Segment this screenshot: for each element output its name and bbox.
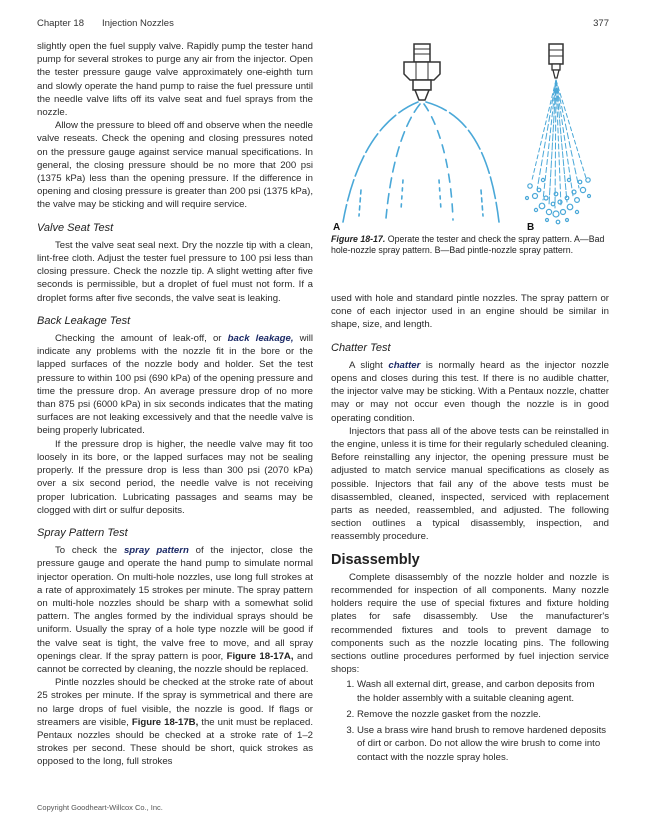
list-item: 3. Use a brass wire hand brush to remove hardened deposits of dirt or carbon. Do not allow the wire brush to come into contact with the nozzle spray holes. <box>357 724 609 764</box>
paragraph-disassembly: Complete disassembly of the nozzle holder and nozzle is recommended for inspection of all components. Many nozzle holders require the use of special fixtures and fixture holding plates for safe disassembly. Use the manufacturer's recommended fixtures and tools to prevent damage to components such as the nozzle locating pins. The following sections outline procedures performed by fuel injection service shops: <box>331 571 609 676</box>
paragraph-intro: slightly open the fuel supply valve. Rapidly pump the tester hand pump for several strokes to purge any air from the injector. Open the tester pressure gauge valve approximately one-eighth turn and slowly operate the hand pump to raise the fuel pressure until the needle valve lifts off its valve seat and fuel sprays from the nozzle. <box>37 41 313 119</box>
list-item: 1. Wash all external dirt, grease, and carbon deposits from the holder assembly with a suitable cleaning agent. <box>357 678 609 704</box>
paragraph-spray-1 <box>37 544 313 676</box>
figure-ref-17a: Figure 18-17A, <box>226 650 294 662</box>
heading-chatter-test: Chatter Test <box>331 341 391 354</box>
heading-back-leakage-test: Back Leakage Test <box>37 314 131 327</box>
keyword-back-leakage: back leakage, <box>227 333 294 345</box>
left-column <box>37 40 313 769</box>
text-run: the unit must be replaced. Pentaux nozzles should be checked at a stroke rate of 1–2 strokes per second. These should be short, quick strokes as opposed to the long, full strokes <box>37 716 313 768</box>
caption-text: Operate the tester and check the spray pattern. A—Bad hole-nozzle spray pattern. B—Bad pintle-nozzle spray pattern. <box>331 234 605 256</box>
figure-number: Figure 18-17. <box>331 234 386 244</box>
text-run: Checking the amount of leak-off, or <box>55 333 228 345</box>
paragraph-valve-seat: Test the valve seat seal next. Dry the nozzle tip with a clean, lint-free cloth. Adjust the tester fuel pressure to 100 psi less than closing pressure. Check the nozzle tip. A slight wetting after five seconds is permissible, but a droplet of fuel must not form. If a droplet forms after five seconds, the valve seat is leaking. <box>37 239 313 304</box>
text-run: and cannot be corrected by cleaning, the nozzle should be replaced. <box>37 650 313 675</box>
list-item: 2. Remove the nozzle gasket from the nozzle. <box>357 708 609 721</box>
spray-droplets <box>526 178 591 224</box>
paragraph-back-leakage-2: If the pressure drop is higher, the needle valve may fit too loosely in its bore, or the lapped surfaces may not be sealing properly. If the pressure drop is less than 300 psi (2070 kPa) over a six second period, the needle valve is not receiving proper lubrication. Lubricating passages and seams may be clogged with dirt or sulfur deposits. <box>37 438 313 516</box>
running-head <box>37 18 174 29</box>
text-run: Pintle nozzles should be checked at the stroke rate of about 25 strokes per minute. If the spray is symmetrical and there are no large drops of fuel visible, the nozzle is good. If flags or streamers are visible, <box>37 677 313 728</box>
heading-spray-pattern-test: Spray Pattern Test <box>37 526 128 539</box>
spray-pattern-illustration <box>331 40 609 232</box>
figure-label-a: A <box>333 222 341 233</box>
disassembly-steps <box>331 678 609 763</box>
pintle-nozzle-b <box>526 44 591 224</box>
text-run: will indicate any problems with the nozzle fit in the bore or the lapped surfaces of the nozzle body and holder. Set the test pressure to within 100 psi (690 kPa) of the opening pressure and time the pressure drop. An average pressure drop of no more than 875 psi (6000 kPa) in six seconds indicates that the mating surfaces are not leaking excessively and that the needle valve is being properly lubricated. <box>37 333 313 437</box>
paragraph-chatter-2: Injectors that pass all of the above tests can be reinstalled in the engine, unless it is time for their regularly scheduled cleaning. Before reinstalling any injector, the opening pressure must be adjusted to match service manual specifications as closely as possible. Injectors that fail any of the above tests must be disassembled, cleaned, inspected, serviced with replacement parts as needed, reassembled, and adjusted. The following section outlines a typical disassembly, inspection, and reassembly procedure. <box>331 425 609 543</box>
paragraph-spray-2 <box>37 676 313 768</box>
paragraph-chatter-1 <box>331 359 609 425</box>
figure-label-b: B <box>527 222 535 233</box>
copyright-footer: Copyright Goodheart-Willcox Co., Inc. <box>37 803 163 812</box>
page-header <box>37 18 609 32</box>
right-column <box>331 292 609 767</box>
text-run: of the injector, close the pressure gauge and operate the hand pump to simulate normal injector operation. On multi-hole nozzles, use long full strokes at a rate of approximately 15 strokes per minute. The spray pattern on multi-hole nozzles should be sharp with a somewhat solid pattern. The angles formed by the individual sprays should be uniform. Usually the spray of a hole type nozzle will be good if the valve seat is tight, the valve free to move, and all spray openings clear. If the spray pattern is poor, <box>37 545 313 662</box>
paragraph-bleed: Allow the pressure to bleed off and observe when the needle valve reseats. Check the opening and closing pressures noted on the pressure gauge against service manual specifications. In general, the closing pressure should be no more that 200 psi (1375 kPa) less than the opening pressure. If the difference in opening and closing pressure is greater than 200 psi (1375 kPa), the valve may be sticking and will require service. <box>37 120 313 211</box>
figure-ref-17b: Figure 18-17B, <box>131 716 199 728</box>
hole-nozzle-a <box>343 44 499 222</box>
page-number: 377 <box>593 18 609 29</box>
heading-disassembly: Disassembly <box>331 551 420 568</box>
paragraph-continued: used with hole and standard pintle nozzles. The spray pattern or cone of each injector used in an engine should be similar in shape, size, and length. <box>331 293 609 331</box>
keyword-spray-pattern: spray pattern <box>123 545 189 557</box>
figure-caption <box>331 234 609 256</box>
chapter-label: Chapter 18 <box>37 18 85 29</box>
chapter-title: Injection Nozzles <box>102 18 174 29</box>
paragraph-back-leakage-1 <box>37 332 313 438</box>
text-run: To check the <box>55 545 124 557</box>
text-run: A slight <box>349 359 389 371</box>
heading-valve-seat-test: Valve Seat Test <box>37 221 114 234</box>
text-run: is normally heard as the injector nozzle opens and closes during this test. If there is no audible chatter, the injector valve may be sticking. With a Pentaux nozzle, chatter may or may not occur even though the nozzle is in good operating condition. <box>331 359 609 424</box>
keyword-chatter: chatter <box>388 359 421 371</box>
